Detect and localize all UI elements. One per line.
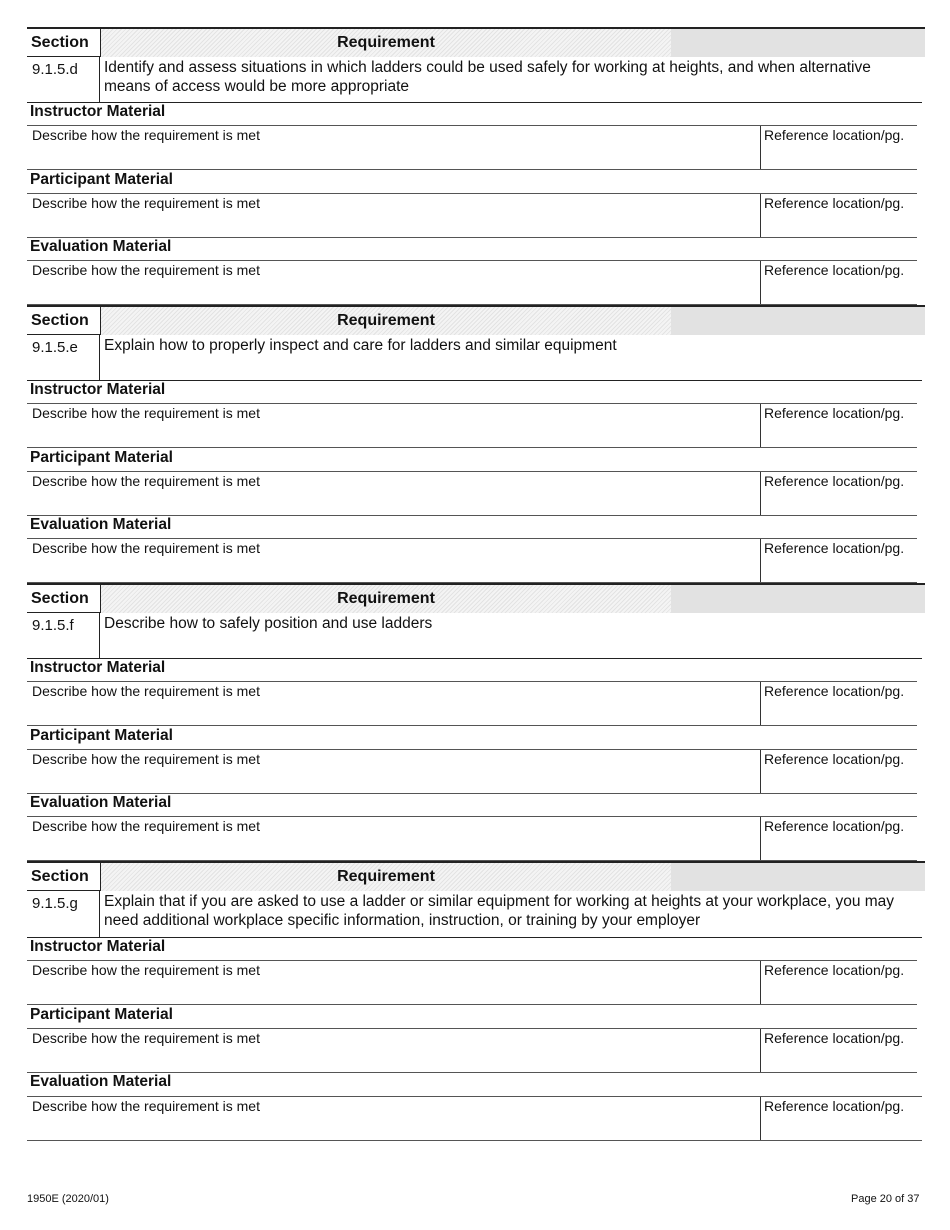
requirement-header-label: Requirement — [337, 312, 435, 329]
evaluation-material-label: Evaluation Material — [30, 516, 172, 533]
requirement-column-header — [100, 863, 925, 891]
requirement-header-label: Requirement — [337, 590, 435, 607]
section-code: 9.1.5.e — [27, 335, 100, 380]
requirement-row — [27, 335, 922, 381]
describe-label: Describe how the requirement is met — [32, 962, 260, 978]
describe-label: Describe how the requirement is met — [32, 683, 260, 699]
section-header-row — [27, 583, 925, 613]
instructor-material-label: Instructor Material — [30, 381, 166, 398]
requirement-column-header — [100, 29, 925, 57]
reference-field[interactable]: Reference location/pg. — [760, 126, 917, 169]
participant-material-label: Participant Material — [30, 727, 173, 744]
participant-material-label: Participant Material — [30, 171, 173, 188]
instructor-material-field[interactable] — [27, 403, 917, 448]
requirement-text: Explain that if you are asked to use a ladder or similar equipment for working at heights at your workplace, you may need additional workplace specific information, instruction, or training by your employer — [104, 893, 895, 929]
instructor-material-field[interactable] — [27, 125, 917, 170]
participant-material-label: Participant Material — [30, 1006, 173, 1023]
describe-label: Describe how the requirement is met — [32, 473, 260, 489]
describe-label: Describe how the requirement is met — [32, 540, 260, 556]
section-header-row — [27, 861, 925, 891]
describe-label: Describe how the requirement is met — [32, 751, 260, 767]
reference-field[interactable]: Reference location/pg. — [760, 472, 917, 515]
requirement-text: Explain how to properly inspect and care for ladders and similar equipment — [104, 337, 617, 354]
reference-field[interactable]: Reference location/pg. — [760, 682, 917, 725]
reference-field[interactable]: Reference location/pg. — [760, 1029, 917, 1072]
evaluation-material-field[interactable] — [27, 538, 917, 583]
requirement-column-header — [100, 585, 925, 613]
describe-label: Describe how the requirement is met — [32, 127, 260, 143]
reference-field[interactable]: Reference location/pg. — [760, 194, 917, 237]
instructor-material-label: Instructor Material — [30, 659, 166, 676]
page-number: Page 20 of 37 — [851, 1193, 920, 1205]
requirement-header-label: Requirement — [337, 868, 435, 885]
section-code: 9.1.5.g — [27, 891, 100, 937]
requirement-text: Identify and assess situations in which ladders could be used safely for working at heights, and when alternative means of access would be more appropriate — [104, 59, 871, 95]
section-column-header: Section — [31, 590, 89, 607]
evaluation-material-field[interactable] — [27, 1096, 922, 1141]
describe-label: Describe how the requirement is met — [32, 1098, 260, 1114]
describe-label: Describe how the requirement is met — [32, 195, 260, 211]
section-header-row — [27, 305, 925, 335]
instructor-material-field[interactable] — [27, 960, 917, 1005]
evaluation-material-field[interactable] — [27, 260, 917, 305]
requirement-header-label: Requirement — [337, 34, 435, 51]
requirement-text: Describe how to safely position and use ladders — [104, 615, 433, 632]
requirement-row — [27, 57, 922, 103]
form-id: 1950E (2020/01) — [27, 1193, 109, 1205]
reference-field[interactable]: Reference location/pg. — [760, 961, 917, 1004]
describe-label: Describe how the requirement is met — [32, 405, 260, 421]
describe-label: Describe how the requirement is met — [32, 818, 260, 834]
describe-label: Describe how the requirement is met — [32, 1030, 260, 1046]
section-header-row — [27, 27, 925, 57]
section-code: 9.1.5.f — [27, 613, 100, 658]
reference-field[interactable]: Reference location/pg. — [760, 817, 917, 860]
evaluation-material-field[interactable] — [27, 816, 917, 861]
describe-label: Describe how the requirement is met — [32, 262, 260, 278]
instructor-material-label: Instructor Material — [30, 938, 166, 955]
section-column-header: Section — [31, 312, 89, 329]
participant-material-field[interactable] — [27, 1028, 917, 1073]
reference-field[interactable]: Reference location/pg. — [760, 261, 917, 304]
section-code: 9.1.5.d — [27, 57, 100, 102]
evaluation-material-label: Evaluation Material — [30, 238, 172, 255]
section-column-header: Section — [31, 868, 89, 885]
participant-material-field[interactable] — [27, 193, 917, 238]
evaluation-material-label: Evaluation Material — [30, 1073, 172, 1090]
evaluation-material-label: Evaluation Material — [30, 794, 172, 811]
reference-field[interactable]: Reference location/pg. — [760, 539, 917, 582]
requirement-row — [27, 613, 922, 659]
participant-material-label: Participant Material — [30, 449, 173, 466]
requirement-row — [27, 891, 922, 938]
reference-field[interactable]: Reference location/pg. — [760, 750, 917, 793]
participant-material-field[interactable] — [27, 749, 917, 794]
instructor-material-field[interactable] — [27, 681, 917, 726]
participant-material-field[interactable] — [27, 471, 917, 516]
reference-field[interactable]: Reference location/pg. — [760, 404, 917, 447]
requirement-column-header — [100, 307, 925, 335]
instructor-material-label: Instructor Material — [30, 103, 166, 120]
reference-field[interactable]: Reference location/pg. — [760, 1097, 917, 1140]
section-column-header: Section — [31, 34, 89, 51]
